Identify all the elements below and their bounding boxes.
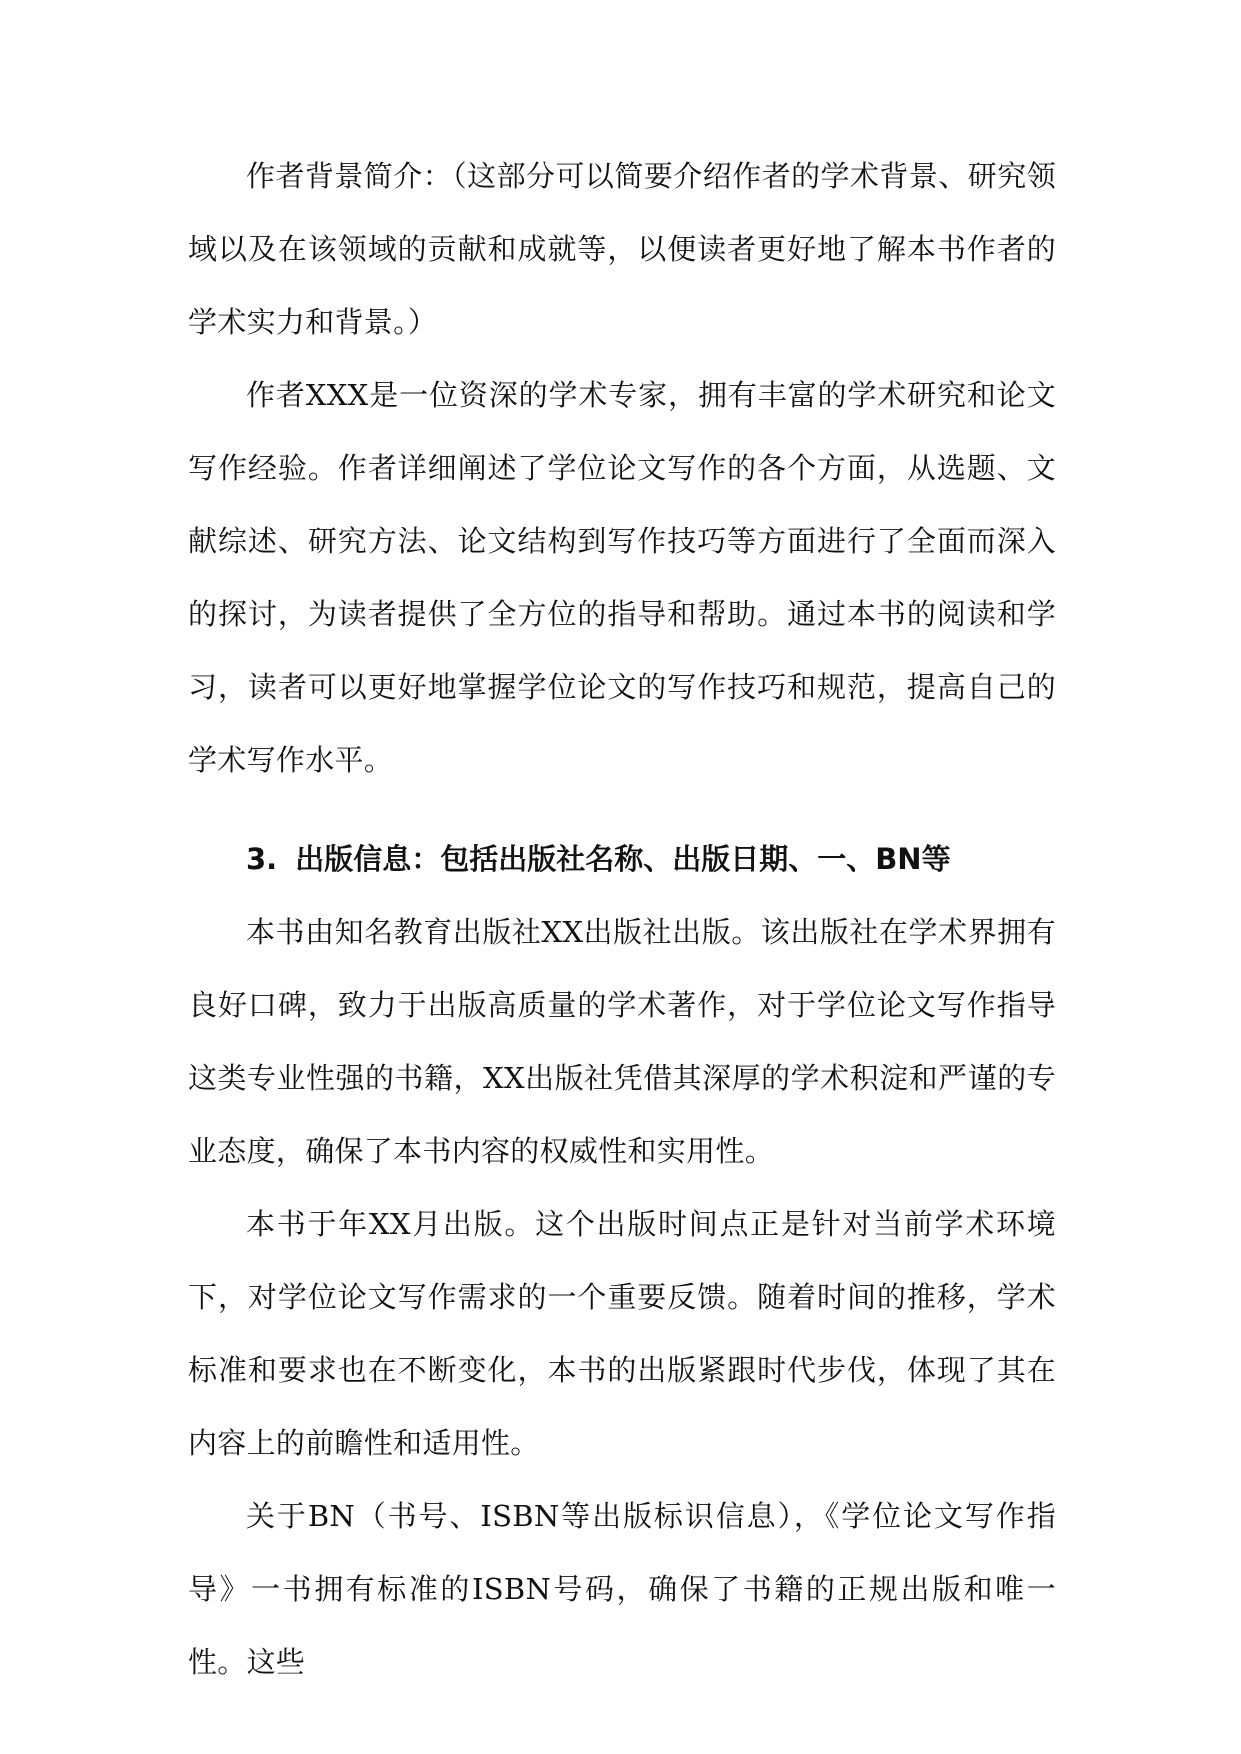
paragraph-author-background: 作者背景简介：（这部分可以简要介绍作者的学术背景、研究领域以及在该领域的贡献和成就等，以便读者更好地了解本书作者的学术实力和背景。） [188,159,1056,339]
paragraph-publisher: 本书由知名教育出版社XX出版社出版。该出版社在学术界拥有良好口碑，致力于出版高质量的学术著作，对于学位论文写作指导这类专业性强的书籍，XX出版社凭借其深厚的学术积淀和严谨的专业态度，确保了本书内容的权威性和实用性。 [188,915,1056,1168]
paragraph-isbn: 关于BN（书号、ISBN等出版标识信息），《学位论文写作指导》一书拥有标准的ISBN号码，确保了书籍的正规出版和唯一性。这些 [188,1499,1056,1679]
paragraph-author-intro: 作者XXX是一位资深的学术专家，拥有丰富的学术研究和论文写作经验。作者详细阐述了学位论文写作的各个方面，从选题、文献综述、研究方法、论文结构到写作技巧等方面进行了全面而深入的探讨，为读者提供了全方位的指导和帮助。通过本书的阅读和学习，读者可以更好地掌握学位论文的写作技巧和规范，提高自己的学术写作水平。 [188,378,1056,777]
section-title: 出版信息：包括出版社名称、出版日期、一、BN等 [295,842,951,876]
section-number: 3. [246,842,278,876]
section-heading-publication-info [188,823,1056,896]
document-body [188,140,1056,1699]
paragraph-publication-date: 本书于年XX月出版。这个出版时间点正是针对当前学术环境下，对学位论文写作需求的一个重要反馈。随着时间的推移，学术标准和要求也在不断变化，本书的出版紧跟时代步伐，体现了其在内容上的前瞻性和适用性。 [188,1207,1056,1460]
